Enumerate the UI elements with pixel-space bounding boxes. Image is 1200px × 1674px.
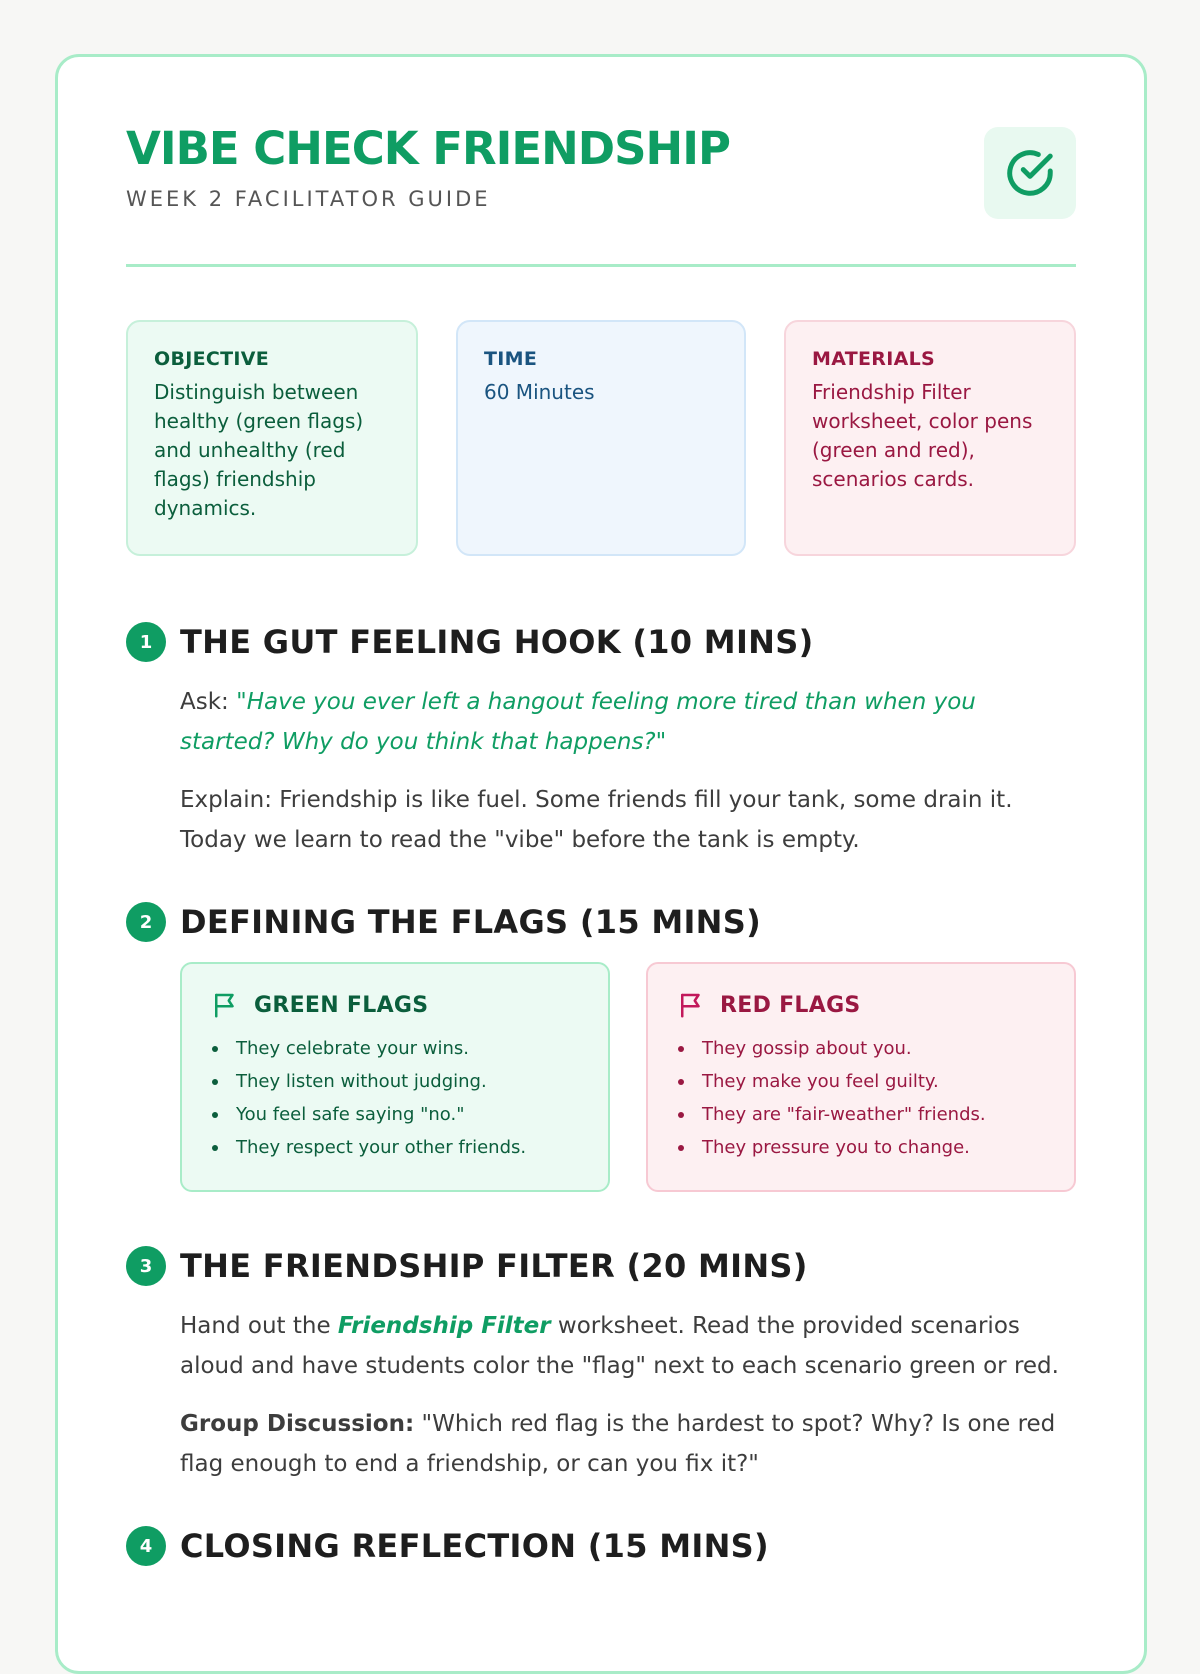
green-flags-box: [180, 962, 610, 1192]
check-circle-icon: [1003, 146, 1057, 200]
green-flags-title: GREEN FLAGS: [254, 992, 429, 1018]
section-heading: [126, 620, 1076, 664]
section-body: [180, 1306, 1076, 1484]
page-subtitle: WEEK 2 FACILITATOR GUIDE: [126, 187, 491, 211]
explain-paragraph: Explain: Friendship is like fuel. Some friends fill your tank, some drain it. Today we learn to read the "vibe" before the tank is empty.: [180, 787, 1013, 853]
objective-text: Distinguish between healthy (green flags) and unhealthy (red flags) friendship dynamics.: [154, 380, 364, 520]
materials-label: MATERIALS: [812, 348, 935, 370]
time-text: 60 Minutes: [484, 380, 595, 404]
section-title: CLOSING REFLECTION (15 MINS): [180, 1527, 769, 1565]
green-flags-list: [210, 1032, 580, 1164]
handout-prefix: Hand out the: [180, 1313, 338, 1339]
green-flags-heading: [210, 990, 580, 1020]
worksheet-name: Friendship Filter: [337, 1313, 551, 1339]
flag-icon: [210, 990, 240, 1020]
list-item: They pressure you to change.: [676, 1131, 1046, 1164]
section-friendship-filter: [126, 1244, 1076, 1484]
list-item: They are "fair-weather" friends.: [676, 1098, 1046, 1131]
discussion-label: Group Discussion:: [180, 1411, 415, 1437]
flags-row: [180, 962, 1076, 1192]
discussion-paragraph: [180, 1404, 1076, 1484]
list-item: They respect your other friends.: [210, 1131, 580, 1164]
objective-box: [126, 320, 418, 556]
section-heading: [126, 1244, 1076, 1288]
list-item: You feel safe saying "no.": [210, 1098, 580, 1131]
list-item: They gossip about you.: [676, 1032, 1046, 1065]
section-heading: [126, 1524, 1076, 1568]
discussion-text: "Which red flag is the hardest to spot? Why? Is one red flag enough to end a friendship, or can you fix it?": [180, 1411, 1056, 1477]
time-label: TIME: [484, 348, 538, 370]
red-flags-heading: [676, 990, 1046, 1020]
handout-paragraph: [180, 1306, 1076, 1386]
list-item: They listen without judging.: [210, 1065, 580, 1098]
section-closing-reflection: [126, 1524, 1076, 1568]
section-title: THE FRIENDSHIP FILTER (20 MINS): [180, 1247, 808, 1285]
section-number: 3: [126, 1246, 166, 1286]
section-gut-feeling: [126, 620, 1076, 860]
objective-label: OBJECTIVE: [154, 348, 270, 370]
red-flags-list: [676, 1032, 1046, 1164]
section-title: THE GUT FEELING HOOK (10 MINS): [180, 623, 814, 661]
section-number: 2: [126, 902, 166, 942]
handout-suffix: worksheet. Read the provided scenarios aloud and have students color the "flag" next to each scenario green or red.: [180, 1313, 1059, 1379]
info-row: [126, 320, 1076, 556]
section-body: [180, 682, 1076, 860]
section-title: DEFINING THE FLAGS (15 MINS): [180, 903, 762, 941]
section-number: 4: [126, 1526, 166, 1566]
section-defining-flags: [126, 900, 1076, 1192]
page-title: VIBE CHECK FRIENDSHIP: [126, 122, 730, 175]
list-item: They celebrate your wins.: [210, 1032, 580, 1065]
materials-text: Friendship Filter worksheet, color pens (green and red), scenarios cards.: [812, 380, 1033, 491]
list-item: They make you feel guilty.: [676, 1065, 1046, 1098]
guide-card: [55, 54, 1147, 1674]
red-flags-title: RED FLAGS: [720, 992, 861, 1018]
flag-icon: [676, 990, 706, 1020]
red-flags-box: [646, 962, 1076, 1192]
time-box: [456, 320, 746, 556]
ask-prefix: Ask:: [180, 689, 237, 715]
check-badge: [984, 127, 1076, 219]
ask-paragraph: [180, 682, 1076, 762]
guide-header: [126, 57, 1076, 267]
ask-quote: "Have you ever left a hangout feeling more tired than when you started? Why do you think that happens?": [180, 689, 976, 755]
section-number: 1: [126, 622, 166, 662]
section-heading: [126, 900, 1076, 944]
materials-box: [784, 320, 1076, 556]
